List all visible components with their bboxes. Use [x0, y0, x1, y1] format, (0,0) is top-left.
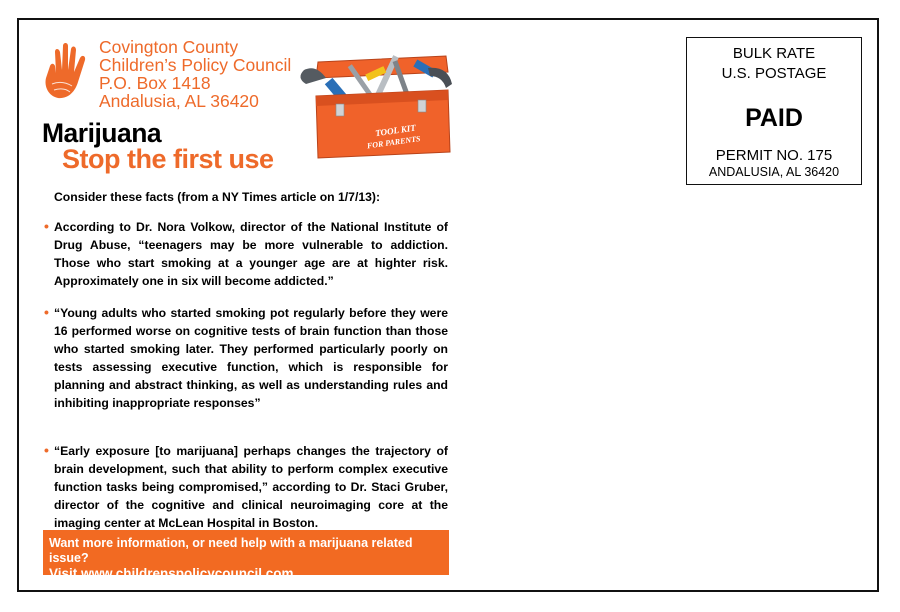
postage-city: ANDALUSIA, AL 36420 [708, 165, 840, 179]
org-name-line1: Covington County [99, 37, 239, 57]
list-item [44, 442, 448, 532]
fact-text: According to Dr. Nora Volkow, director of the National Institute of Drug Abuse, “teenagers may be more vulnerable to addiction. Those who start smoking at a younger age are at highter risk. Approximately one in six will become addicted.” [54, 220, 448, 288]
fact-text: “Early exposure [to marijuana] perhaps changes the trajectory of brain development, such that ability to perform complex executive function tasks being compromised,” according to Dr. Staci Gruber, director of the cognitive and clinical neuroimaging core at the imaging center at McLean Hospital in Boston. [54, 444, 448, 530]
postage-permit: PERMIT NO. 175 [715, 147, 833, 164]
bullet-icon: • [44, 304, 49, 320]
toolbox-label-line2: FOR PARENTS [366, 134, 421, 151]
facts-list [44, 218, 448, 532]
list-item [44, 304, 448, 412]
list-item [44, 218, 448, 290]
info-banner [43, 530, 449, 581]
fact-text: “Young adults who started smoking pot regularly before they were 16 performed worse on cognitive tests of brain function than those who started smoking later. They performed particularly poorly on tests assessing executive function, which is responsible for planning and abstract thinking, as well as understanding rules and inhibiting inappropriate responses” [54, 306, 448, 410]
postage-us-postage: U.S. POSTAGE [721, 65, 827, 82]
postage-bulk-rate: BULK RATE [732, 45, 816, 62]
toolbox-label-line1: TOOL KIT [374, 122, 417, 139]
org-address-line1: P.O. Box 1418 [99, 73, 211, 93]
page-subtitle: Stop the first use [62, 144, 274, 174]
org-name-line2: Children’s Policy Council [99, 55, 292, 75]
postage-paid: PAID [745, 104, 803, 132]
bullet-icon: • [44, 218, 49, 234]
org-address-line2: Andalusia, AL 36420 [99, 91, 259, 111]
hand-print-icon [40, 40, 92, 100]
toolbox-illustration [296, 44, 466, 162]
facts-intro: Consider these facts (from a NY Times article on 1/7/13): [54, 190, 381, 204]
postage-indicia [686, 37, 862, 185]
page-title: Marijuana [42, 118, 162, 148]
org-address-block [99, 38, 291, 110]
info-banner-question: Want more information, or need help with a marijuana related issue? [49, 536, 413, 565]
website-link[interactable]: Visit www.childrenspolicycouncil.com [49, 566, 294, 581]
bullet-icon: • [44, 442, 49, 458]
